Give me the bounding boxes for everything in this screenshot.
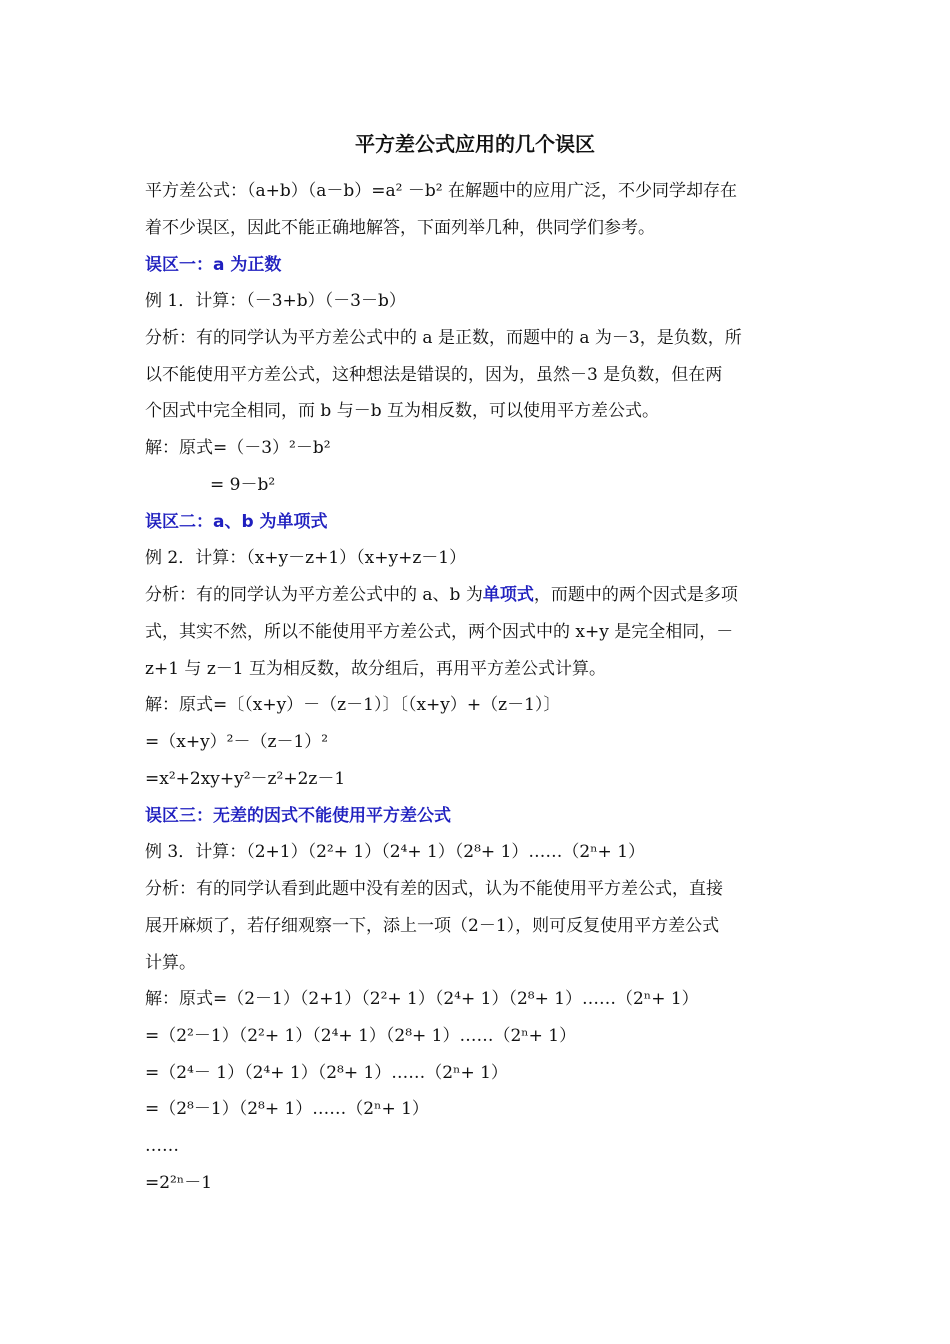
section1-solution-2: = 9－b²: [210, 475, 276, 495]
section2-analysis-suffix: ，而题中的两个因式是多项: [533, 585, 738, 605]
section3-solution-5: ……: [145, 1136, 179, 1156]
section2-solution-3: =x²+2xy+y²－z²+2z－1: [145, 769, 346, 789]
section2-heading: 误区二：a、b 为单项式: [145, 512, 328, 532]
section3-heading: 误区三：无差的因式不能使用平方差公式: [145, 806, 451, 826]
section3-solution-4: =（2⁸－1）（2⁸+ 1）……（2ⁿ+ 1）: [145, 1099, 429, 1119]
section1-heading: 误区一：a 为正数: [145, 255, 282, 275]
section3-solution-6: =2²ⁿ－1: [145, 1173, 213, 1193]
intro-line-2: 着不少误区，因此不能正确地解答，下面列举几种，供同学们参考。: [145, 218, 655, 238]
section2-analysis-highlight: 单项式: [482, 585, 534, 605]
section2-solution-1: 解：原式=〔（x+y）－（z－1）〕〔（x+y）+（z－1）〕: [145, 695, 561, 715]
section3-solution-1: 解：原式=（2－1）（2+1）（2²+ 1）（2⁴+ 1）（2⁸+ 1）……（2ⁿ+ 1）: [145, 989, 699, 1009]
section2-example: 例 2．计算：（x+y－z+1）（x+y+z－1）: [145, 548, 467, 568]
section3-example: 例 3．计算：（2+1）（2²+ 1）（2⁴+ 1）（2⁸+ 1）……（2ⁿ+ 1）: [145, 842, 646, 862]
section2-analysis-1: [145, 584, 738, 606]
section3-analysis-2: 展开麻烦了，若仔细观察一下，添上一项（2－1），则可反复使用平方差公式: [145, 916, 720, 936]
page-title: 平方差公式应用的几个误区: [355, 132, 595, 156]
section1-solution-1: 解：原式=（－3）²－b²: [145, 438, 331, 458]
section2-analysis-prefix: 分析：有的同学认为平方差公式中的 a、b 为: [145, 585, 483, 605]
intro-line-1: 平方差公式：（a+b）（a－b）=a² －b² 在解题中的应用广泛，不少同学却存在: [145, 181, 737, 201]
section1-analysis-1: 分析：有的同学认为平方差公式中的 a 是正数，而题中的 a 为－3，是负数，所: [145, 328, 742, 348]
section1-analysis-2: 以不能使用平方差公式，这种想法是错误的，因为，虽然－3 是负数，但在两: [145, 365, 723, 385]
section3-analysis-3: 计算。: [145, 953, 196, 973]
section2-analysis-2: 式，其实不然，所以不能使用平方差公式，两个因式中的 x+y 是完全相同，－: [145, 622, 734, 642]
section2-solution-2: =（x+y）²－（z－1）²: [145, 732, 329, 752]
section3-solution-2: =（2²－1）（2²+ 1）（2⁴+ 1）（2⁸+ 1）……（2ⁿ+ 1）: [145, 1026, 577, 1046]
section1-analysis-3: 个因式中完全相同，而 b 与－b 互为相反数，可以使用平方差公式。: [145, 401, 659, 421]
section2-analysis-3: z+1 与 z－1 互为相反数，故分组后，再用平方差公式计算。: [145, 659, 606, 679]
section3-solution-3: =（2⁴－ 1）（2⁴+ 1）（2⁸+ 1）……（2ⁿ+ 1）: [145, 1063, 508, 1083]
section1-example: 例 1．计算：（－3+b）（－3－b）: [145, 291, 406, 311]
section3-analysis-1: 分析：有的同学认看到此题中没有差的因式，认为不能使用平方差公式，直接: [145, 879, 723, 899]
